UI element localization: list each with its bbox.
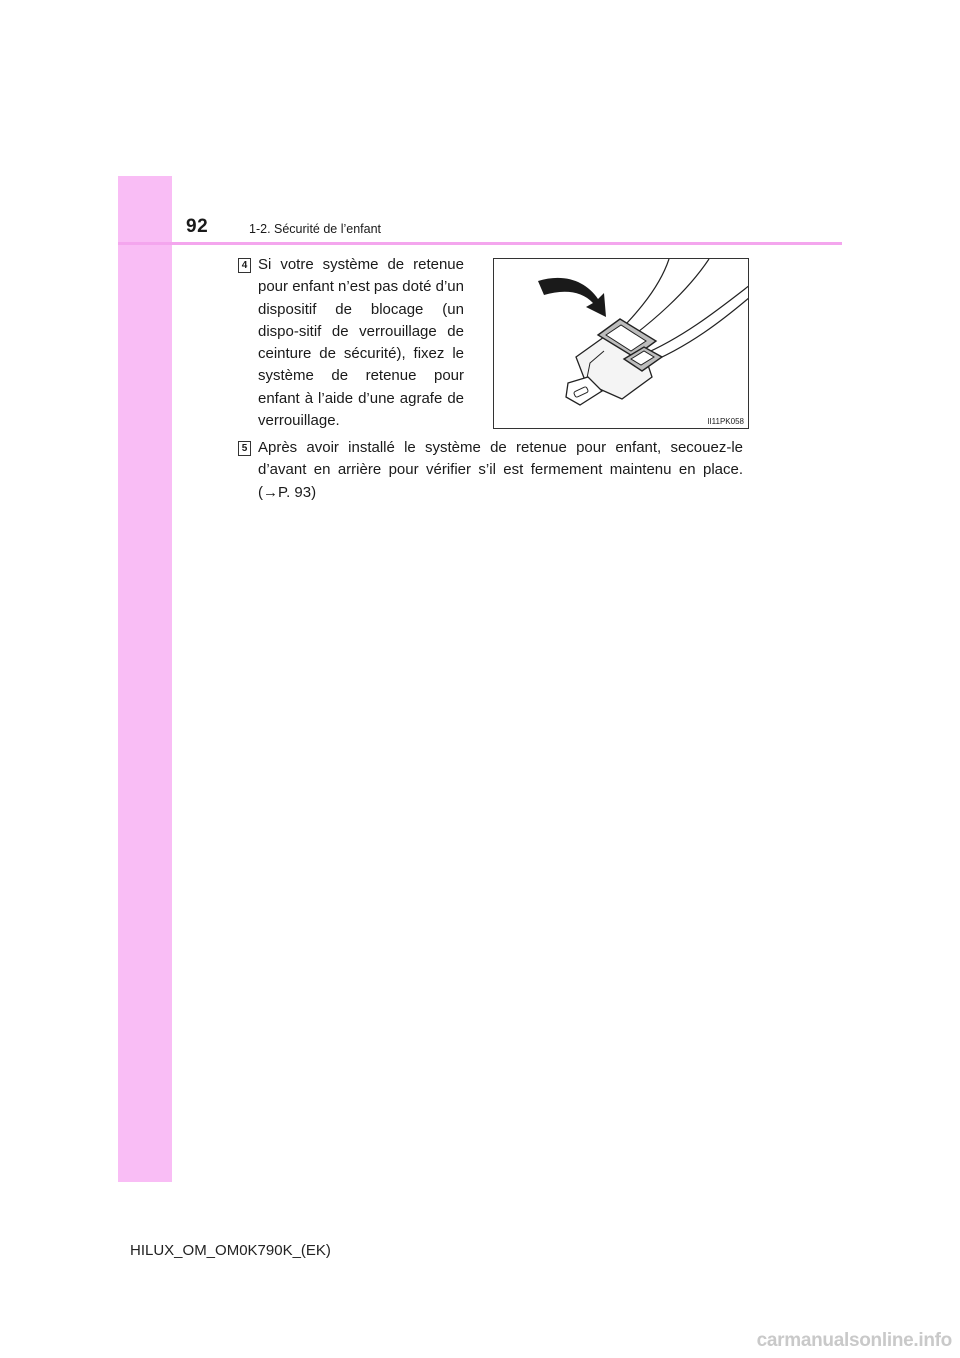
- footer-doc-code: HILUX_OM_OM0K790K_(EK): [130, 1242, 331, 1259]
- watermark: carmanualsonline.info: [756, 1330, 952, 1351]
- step-5-text: Après avoir installé le système de retenue pour enfant, secouez-le d’avant en arrière pour vérifier s’il est fermement maintenu en place. (→P. 93): [258, 439, 743, 501]
- step-marker-5: 5: [238, 441, 251, 456]
- seatbelt-clip-figure: [493, 258, 749, 429]
- step-marker-4: 4: [238, 258, 251, 273]
- side-tab-band: [118, 176, 172, 1182]
- seatbelt-locking-clip-icon: [494, 259, 749, 429]
- header-divider: [118, 242, 842, 245]
- page-number: 92: [186, 216, 209, 237]
- figure-code: II11PK058: [707, 417, 744, 426]
- section-title: 1-2. Sécurité de l’enfant: [249, 222, 382, 236]
- step-4-text: Si votre système de retenue pour enfant n’est pas doté d’un dispositif de blocage (un dispo-sitif de verrouillage de ceinture de sécurité), fixez le système de retenue pour enfant à l’aide d’une agrafe de verrouillage.: [258, 256, 464, 430]
